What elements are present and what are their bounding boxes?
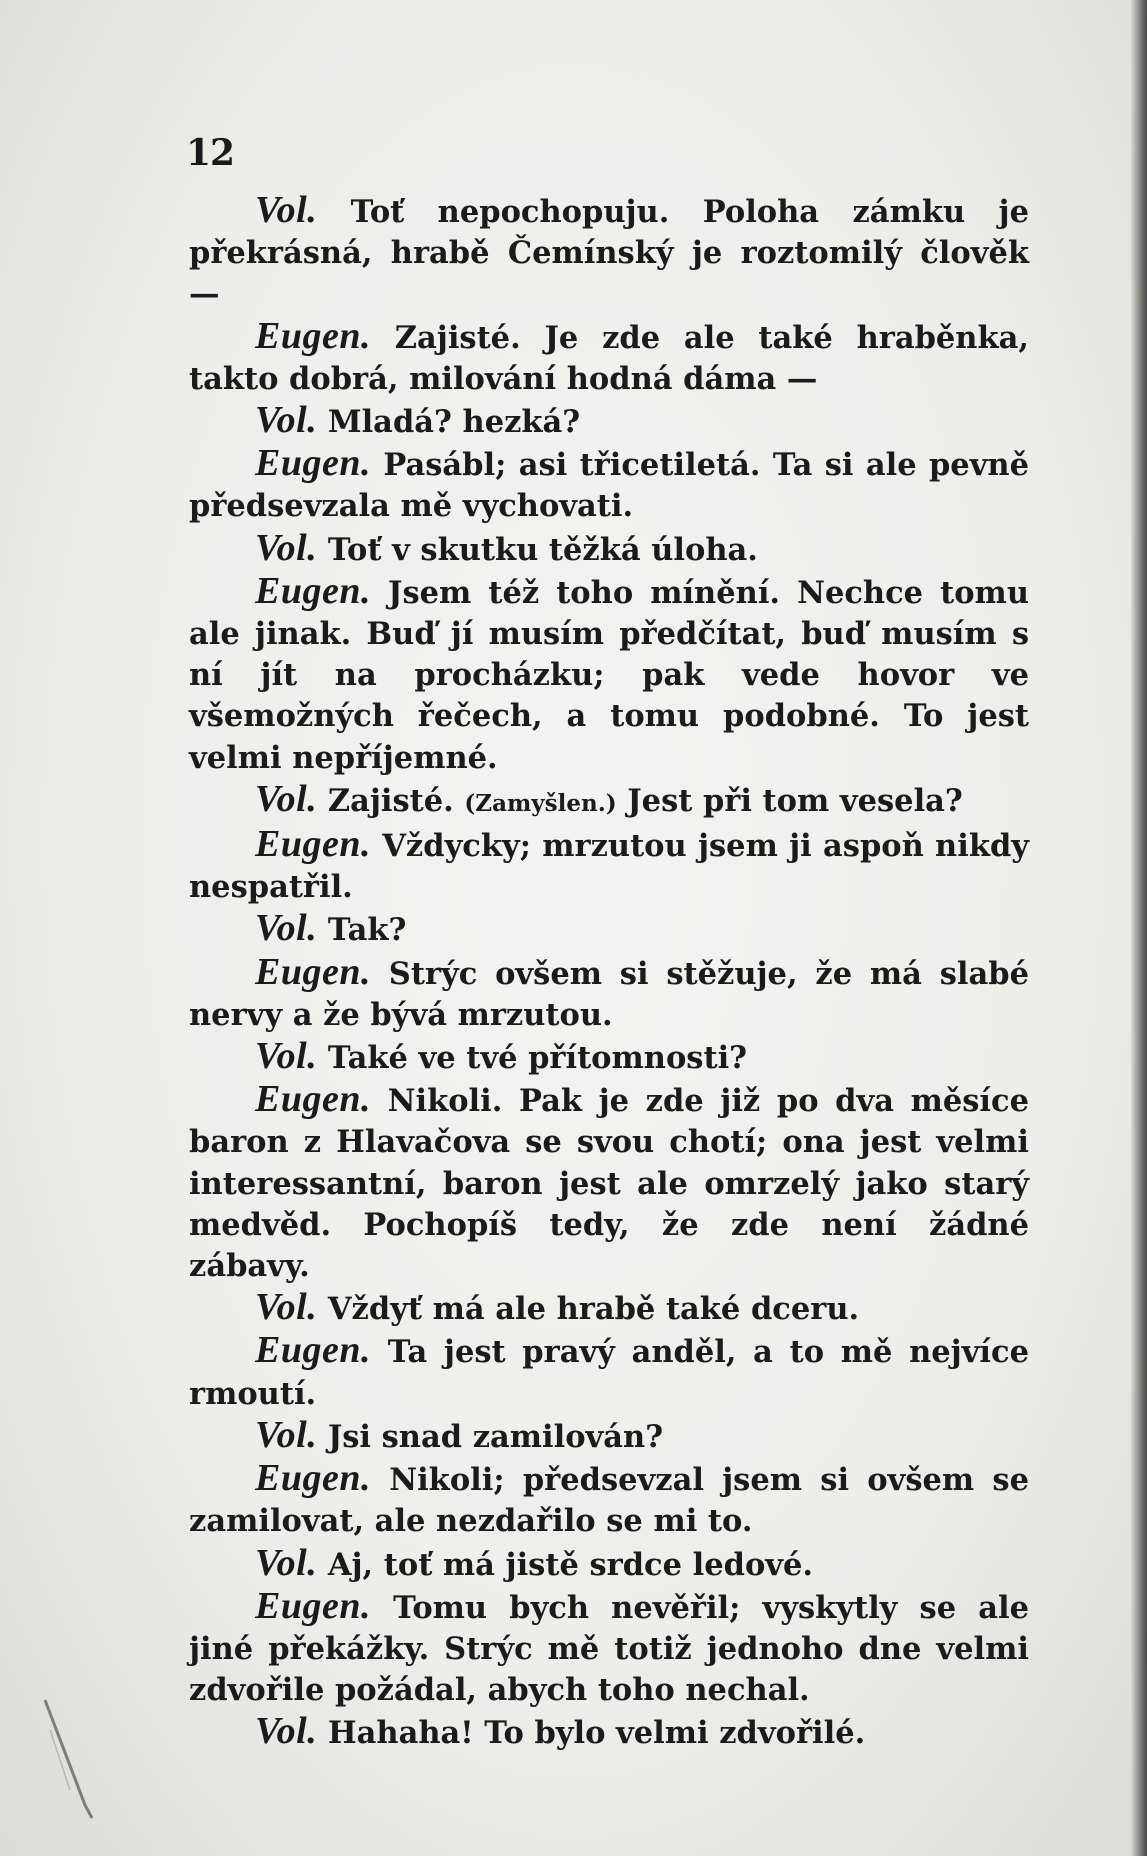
speaker-name: Vol.: [255, 1035, 318, 1078]
dialogue-line: [189, 400, 1029, 443]
speaker-name: Vol.: [255, 1286, 318, 1329]
dialogue-line: [189, 1711, 1029, 1754]
speaker-name: Vol.: [255, 399, 318, 442]
line-text: Vždyť má ale hrabě také dceru.: [327, 1291, 860, 1328]
dialogue-line: [189, 1458, 1029, 1542]
corner-wear-mark: [40, 1690, 100, 1820]
speaker-name: Vol.: [255, 777, 318, 820]
line-text: Nikoli; předsevzal jsem si ovšem se zamilovat, ale nezdařilo se mi to.: [189, 1462, 1029, 1540]
dialogue-line: [189, 1415, 1029, 1458]
speaker-name: Eugen.: [255, 823, 371, 866]
dialogue-line: [189, 1036, 1029, 1079]
speaker-name: Eugen.: [255, 442, 371, 485]
speaker-name: Vol.: [255, 1413, 318, 1456]
page-edge-shadow: [1131, 0, 1147, 1856]
dialogue-line: [189, 190, 1029, 316]
speaker-name: Eugen.: [255, 1584, 371, 1627]
dialogue-line: [189, 528, 1029, 571]
speaker-name: Eugen.: [255, 1329, 371, 1372]
line-text: Tomu bych nevěřil; vyskytly se ale jiné překážky. Strýc mě totiž jednoho dne velmi zdvořile požádal, abych toho nechal.: [189, 1589, 1029, 1709]
speaker-name: Eugen.: [255, 950, 371, 993]
dialogue-line: [189, 316, 1029, 400]
speaker-name: Eugen.: [255, 569, 371, 612]
dialogue-line: [189, 443, 1029, 527]
speaker-name: Vol.: [255, 907, 318, 950]
line-text: Hahaha! To bylo velmi zdvořilé.: [327, 1715, 866, 1752]
dialogue-line: [189, 952, 1029, 1036]
dialogue-line: [189, 571, 1029, 779]
line-text: Nikoli. Pak je zde již po dva měsíce baron z Hlavačova se svou chotí; ona jest velmi interessantní, baron jest ale omrzelý jako starý medvěd. Pochopíš tedy, že zde není žádné zábavy.: [189, 1083, 1029, 1285]
dialogue-line: [189, 1543, 1029, 1586]
speaker-name: Eugen.: [255, 1078, 371, 1121]
line-text: Strýc ovšem si stěžuje, že má slabé nervy a že bývá mrzutou.: [189, 955, 1029, 1033]
speaker-name: Vol.: [255, 1541, 318, 1584]
dialogue-line: [189, 908, 1029, 951]
line-text-continued: Jest při tom vesela?: [627, 782, 963, 819]
line-text: Pasábl; asi třicetiletá. Ta si ale pevně předsevzala mě vychovati.: [189, 447, 1029, 525]
dialogue-line: [189, 1330, 1029, 1414]
speaker-name: Vol.: [255, 189, 318, 231]
dialogue-line: [189, 1586, 1029, 1712]
line-text: Tak?: [327, 912, 407, 949]
stage-direction: (Zamyšlen.): [464, 789, 617, 817]
dialogue-line: [189, 1287, 1029, 1330]
line-text: Zajisté. Je zde ale také hraběnka, takto dobrá, milování hodná dáma —: [189, 319, 1030, 397]
line-text: Jsem též toho mínění. Nechce tomu ale jinak. Buď jí musím předčítat, buď musím s ní jít na procházku; pak vede hovor ve všemožných řečech, a tomu podobné. To jest velmi nepříjemné.: [189, 574, 1029, 776]
speaker-name: Vol.: [255, 1710, 318, 1753]
speaker-name: Eugen.: [255, 314, 371, 357]
dialogue-line: [189, 1079, 1029, 1287]
dialogue-line: [189, 824, 1029, 908]
speaker-name: Vol.: [255, 526, 318, 569]
line-text: Ta jest pravý anděl, a to mě nejvíce rmoutí.: [189, 1334, 1029, 1412]
line-text: Také ve tvé přítomnosti?: [327, 1040, 748, 1077]
line-text: Zajisté.: [327, 782, 454, 819]
line-text: Vždycky; mrzutou jsem ji aspoň nikdy nespatřil.: [189, 828, 1029, 906]
speaker-name: Eugen.: [255, 1457, 371, 1500]
line-text: Jsi snad zamilován?: [327, 1418, 664, 1455]
line-text: Toť nepochopuju. Poloha zámku je překrásná, hrabě Čemínský je roztomilý člověk —: [189, 194, 1029, 313]
dialogue-text: [189, 190, 1029, 1755]
line-text: Mladá? hezká?: [327, 404, 581, 441]
line-text: Aj, toť má jistě srdce ledové.: [327, 1546, 814, 1583]
dialogue-line: [189, 779, 1029, 824]
line-text: Toť v skutku těžká úloha.: [327, 531, 758, 568]
page-number: 12: [186, 132, 235, 174]
